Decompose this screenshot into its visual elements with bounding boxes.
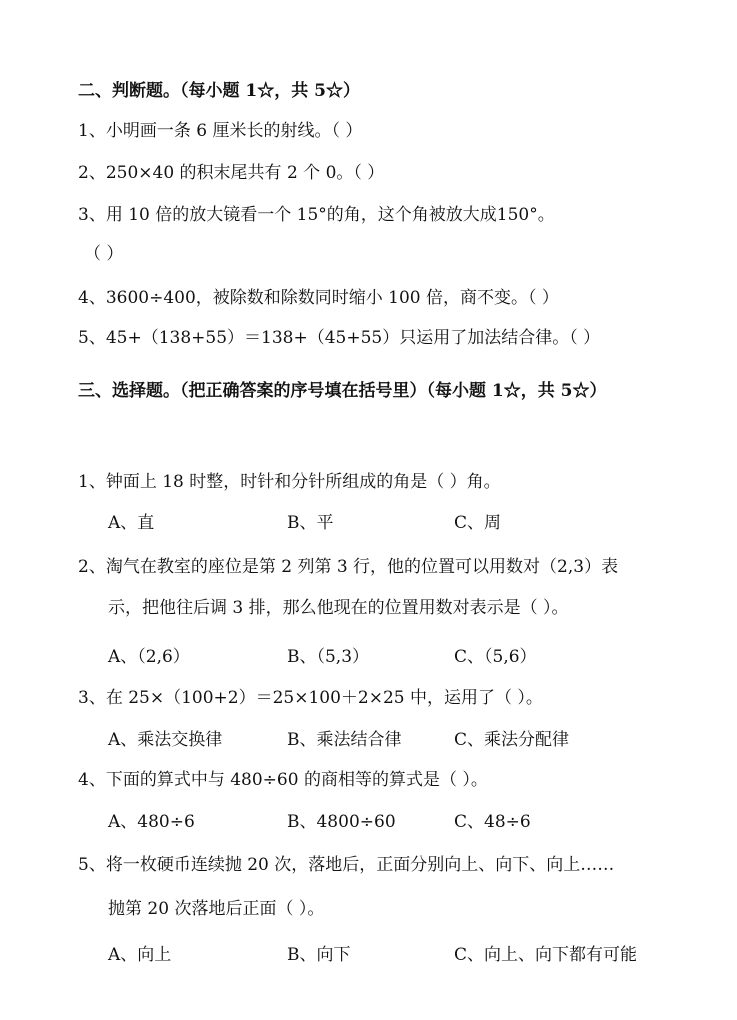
judgment-item-1: 1、小明画一条 6 厘米长的射线。（ ）: [78, 121, 363, 141]
choice-q2-option-b: B、（5,3）: [287, 647, 370, 667]
choice-question-5-line-1: 5、将一枚硬币连续抛 20 次，落地后，正面分别向上、向下、向上……: [78, 855, 615, 875]
choice-question-2-line-2: 示，把他往后调 3 排，那么他现在的位置用数对表示是（ ）。: [108, 598, 569, 618]
choice-question-4: 4、下面的算式中与 480÷60 的商相等的算式是（ ）。: [78, 770, 488, 790]
choice-q2-option-c: C、（5,6）: [454, 647, 537, 667]
choice-q3-option-b: B、乘法结合律: [287, 730, 402, 750]
judgment-item-3: 3、用 10 倍的放大镜看一个 15°的角，这个角被放大成150°。: [78, 205, 555, 225]
choice-q5-option-c: C、向上、向下都有可能: [454, 945, 638, 965]
section3-heading: 三、选择题。（把正确答案的序号填在括号里）（每小题 1☆，共 5☆）: [78, 381, 607, 401]
choice-q1-option-b: B、平: [287, 513, 334, 533]
choice-q5-option-b: B、向下: [287, 945, 351, 965]
choice-q4-option-a: A、480÷6: [108, 812, 195, 832]
choice-question-3: 3、在 25×（100+2）＝25×100＋2×25 中，运用了（ ）。: [78, 688, 543, 708]
choice-q2-option-a: A、（2,6）: [108, 647, 190, 667]
choice-q3-option-a: A、乘法交换律: [108, 730, 223, 750]
judgment-item-4: 4、3600÷400，被除数和除数同时缩小 100 倍，商不变。（ ）: [78, 288, 559, 308]
choice-q1-option-c: C、周: [454, 513, 502, 533]
choice-question-1: 1、钟面上 18 时整，时针和分针所组成的角是（ ）角。: [78, 472, 501, 492]
choice-q1-option-a: A、直: [108, 513, 155, 533]
choice-question-2-line-1: 2、淘气在教室的座位是第 2 列第 3 行，他的位置可以用数对（2,3）表: [78, 557, 619, 577]
judgment-item-3-answer-blank: （ ）: [84, 244, 124, 264]
choice-q4-option-b: B、4800÷60: [287, 812, 396, 832]
judgment-item-2: 2、250×40 的积末尾共有 2 个 0。（ ）: [78, 163, 385, 183]
choice-q5-option-a: A、向上: [108, 945, 172, 965]
choice-q3-option-c: C、乘法分配律: [454, 730, 570, 750]
choice-q4-option-c: C、48÷6: [454, 812, 531, 832]
choice-question-5-line-2: 抛第 20 次落地后正面（ ）。: [108, 899, 325, 919]
section2-heading: 二、判断题。（每小题 1☆，共 5☆）: [78, 81, 360, 101]
judgment-item-5: 5、45+（138+55）＝138+（45+55）只运用了加法结合律。（ ）: [78, 328, 601, 348]
